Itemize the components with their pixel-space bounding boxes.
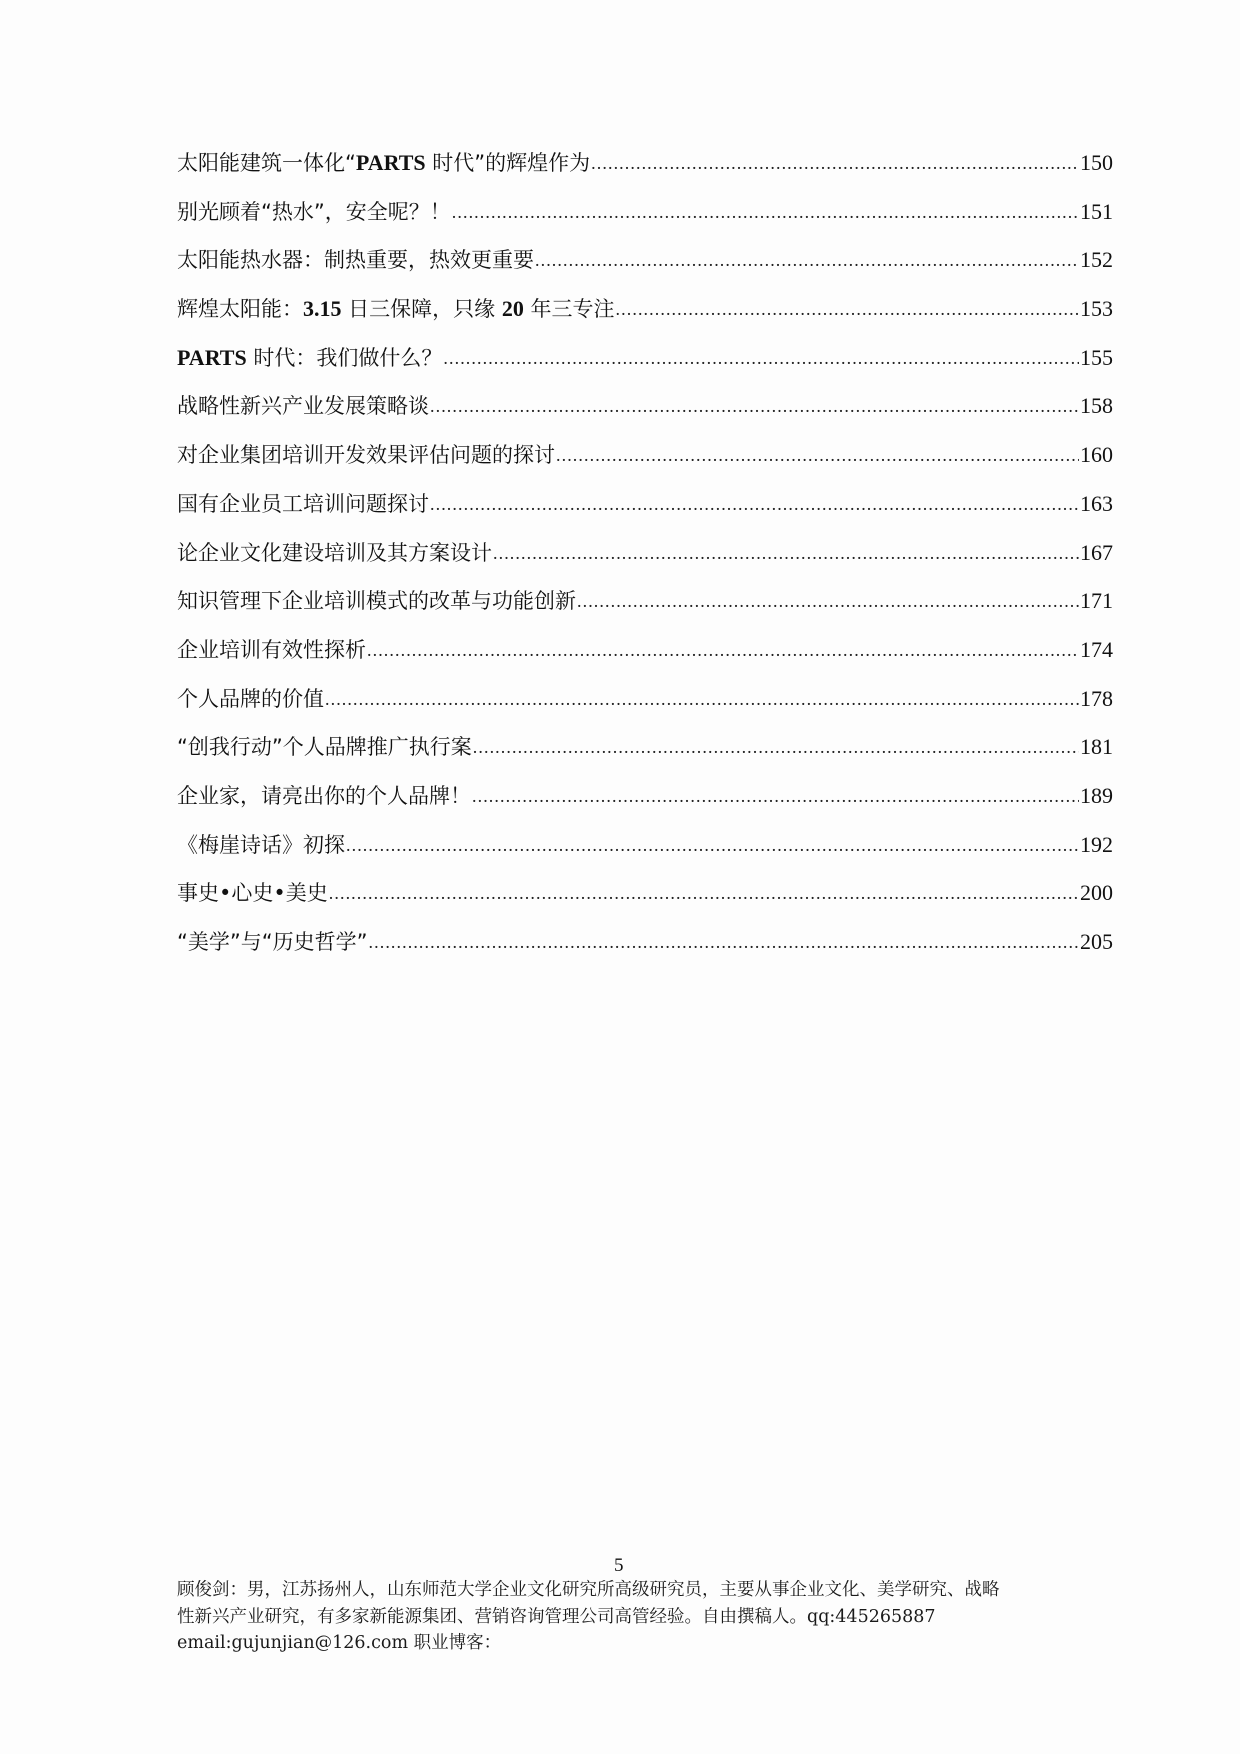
toc-entry[interactable] — [177, 197, 1113, 246]
toc-entry-page: 200 — [1080, 880, 1113, 906]
toc-entry-title: “创我行动”个人品牌推广执行案 — [177, 735, 472, 760]
toc-entry[interactable] — [177, 343, 1113, 392]
footnote-line: email:gujunjian@126.com 职业博客： — [177, 1633, 502, 1653]
toc-entry-page: 192 — [1080, 831, 1113, 857]
table-of-contents — [177, 148, 1113, 976]
toc-dot-leader — [369, 927, 1079, 957]
toc-entry-page: 151 — [1080, 198, 1113, 224]
toc-entry-title: 个人品牌的价值 — [177, 686, 324, 711]
toc-dot-leader — [443, 343, 1079, 373]
toc-entry-title: “美学”与“历史哲学” — [177, 930, 368, 954]
toc-entry-page: 152 — [1080, 247, 1113, 273]
toc-entry[interactable] — [177, 878, 1113, 927]
toc-entry-title: 企业家，请亮出你的个人品牌！ — [177, 783, 471, 808]
toc-dot-leader — [430, 391, 1079, 421]
toc-dot-leader — [591, 148, 1079, 178]
toc-entry-page: 163 — [1080, 490, 1113, 516]
toc-entry-page: 150 — [1080, 150, 1113, 175]
toc-entry-page: 189 — [1080, 782, 1113, 808]
page-number: 5 — [614, 1555, 624, 1576]
toc-dot-leader — [346, 830, 1079, 860]
toc-entry[interactable] — [177, 294, 1113, 343]
toc-dot-leader — [473, 732, 1079, 762]
toc-entry-title: 论企业文化建设培训及其方案设计 — [177, 540, 492, 565]
toc-dot-leader — [329, 878, 1079, 908]
toc-entry-title: 战略性新兴产业发展策略谈 — [177, 394, 429, 419]
toc-entry-page: 178 — [1080, 685, 1113, 711]
toc-entry-page: 171 — [1080, 588, 1113, 614]
toc-entry[interactable] — [177, 927, 1113, 976]
toc-entry-page: 158 — [1080, 393, 1113, 419]
toc-entry[interactable] — [177, 781, 1113, 830]
footnote-line: 性新兴产业研究，有多家新能源集团、营销咨询管理公司高管经验。自由撰稿人。qq:445265887 — [177, 1606, 936, 1627]
toc-entry[interactable] — [177, 635, 1113, 684]
toc-entry-title: 太阳能热水器：制热重要，热效更重要 — [177, 248, 534, 273]
toc-entry-title: PARTS 时代：我们做什么？ — [177, 344, 443, 370]
toc-dot-leader — [556, 440, 1079, 470]
toc-dot-leader — [472, 781, 1079, 811]
toc-dot-leader — [452, 197, 1079, 227]
author-footnote — [177, 1577, 1077, 1657]
toc-entry-page: 153 — [1080, 296, 1113, 322]
toc-dot-leader — [325, 684, 1079, 714]
toc-dot-leader — [616, 294, 1079, 324]
toc-dot-leader — [577, 586, 1079, 616]
toc-dot-leader — [367, 635, 1079, 665]
toc-entry-title: 太阳能建筑一体化“PARTS 时代”的辉煌作为 — [177, 150, 591, 175]
toc-entry-page: 205 — [1080, 929, 1113, 954]
footnote-line: 顾俊剑：男，江苏扬州人，山东师范大学企业文化研究所高级研究员，主要从事企业文化、美学研究、战略 — [177, 1580, 1000, 1600]
toc-entry-page: 160 — [1080, 442, 1113, 468]
toc-entry-title: 《梅崖诗话》初探 — [177, 832, 345, 857]
toc-entry-page: 155 — [1080, 344, 1113, 370]
toc-entry[interactable] — [177, 391, 1113, 440]
toc-entry[interactable] — [177, 538, 1113, 587]
toc-dot-leader — [493, 538, 1079, 568]
toc-entry-title: 对企业集团培训开发效果评估问题的探讨 — [177, 443, 555, 468]
toc-entry-page: 174 — [1080, 636, 1113, 662]
toc-entry-page: 181 — [1080, 734, 1113, 760]
toc-entry-title: 国有企业员工培训问题探讨 — [177, 491, 429, 516]
toc-entry[interactable] — [177, 586, 1113, 635]
toc-entry-title: 别光顾着“热水”，安全呢？！ — [177, 199, 451, 224]
toc-entry-title: 知识管理下企业培训模式的改革与功能创新 — [177, 589, 576, 614]
toc-entry-title: 企业培训有效性探析 — [177, 637, 366, 662]
toc-entry[interactable] — [177, 732, 1113, 781]
toc-entry[interactable] — [177, 148, 1113, 197]
toc-entry[interactable] — [177, 684, 1113, 733]
toc-entry[interactable] — [177, 440, 1113, 489]
toc-entry-title: 辉煌太阳能：3.15 日三保障，只缘 20 年三专注 — [177, 296, 615, 322]
toc-entry[interactable] — [177, 830, 1113, 879]
toc-entry[interactable] — [177, 489, 1113, 538]
toc-entry-title: 事史•心史•美史 — [177, 881, 328, 906]
toc-dot-leader — [430, 489, 1079, 519]
toc-entry-page: 167 — [1080, 539, 1113, 565]
toc-dot-leader — [535, 245, 1079, 275]
toc-entry[interactable] — [177, 245, 1113, 294]
